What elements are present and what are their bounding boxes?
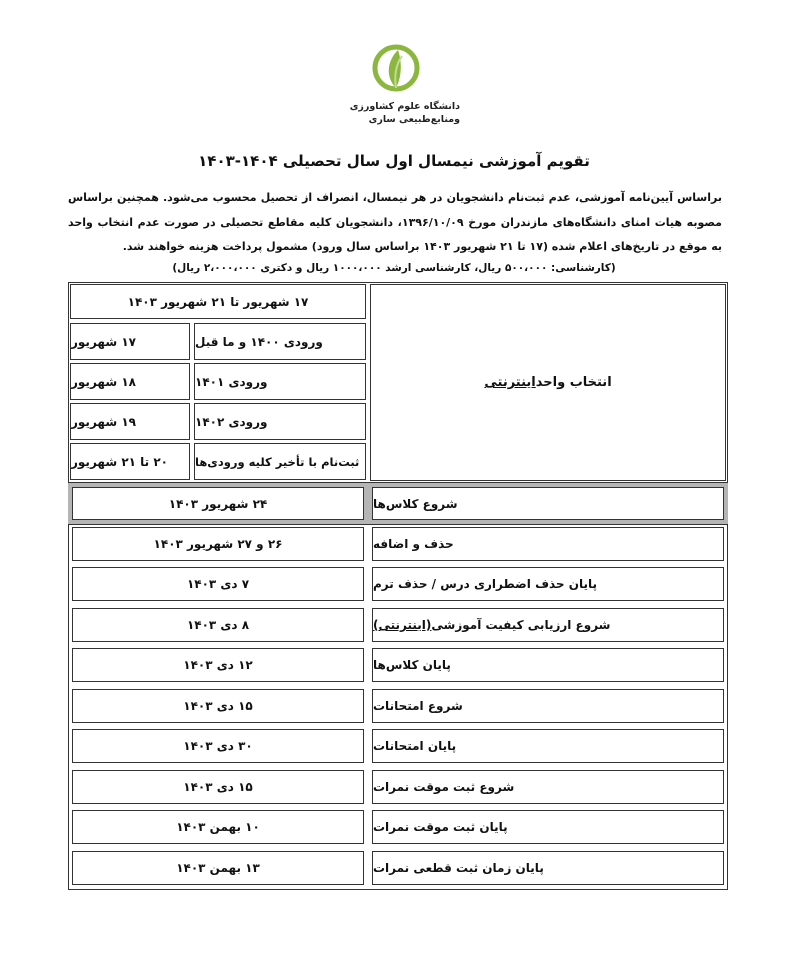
university-logo xyxy=(340,40,460,130)
online-selection-title xyxy=(370,284,726,481)
event-label: شروع امتحانات xyxy=(372,689,724,723)
fees-note: (کارشناسی: ۵۰۰،۰۰۰ ریال، کارشناسی ارشد ۱۰۰۰،۰۰۰ ریال و دکتری ۲،۰۰۰،۰۰۰ ریال) xyxy=(172,262,616,274)
event-label: شروع کلاس‌ها xyxy=(372,487,724,520)
leaf-logo-icon xyxy=(372,40,420,100)
event-date: ۷ دی ۱۴۰۳ xyxy=(72,567,364,601)
sub-date: ۱۸ شهریور xyxy=(70,363,190,400)
online-selection-label-underlined: اینترنتی xyxy=(484,375,536,390)
event-date: ۱۰ بهمن ۱۴۰۳ xyxy=(72,810,364,844)
page-title: تقویم آموزشی نیمسال اول سال تحصیلی ۱۴۰۴-۱۴۰۳ xyxy=(198,152,590,170)
event-label: پایان زمان ثبت قطعی نمرات xyxy=(372,851,724,885)
event-date: ۱۳ بهمن ۱۴۰۳ xyxy=(72,851,364,885)
sub-date: ۱۷ شهریور xyxy=(70,323,190,360)
event-label: پایان ثبت موقت نمرات xyxy=(372,810,724,844)
event-label: پایان کلاس‌ها xyxy=(372,648,724,682)
sub-group: ورودی ۱۴۰۰ و ما قبل xyxy=(194,323,366,360)
sub-group: ورودی ۱۴۰۱ xyxy=(194,363,366,400)
event-date: ۸ دی ۱۴۰۳ xyxy=(72,608,364,642)
logo-line-2: ومنابع‌طبیعی ساری xyxy=(368,114,460,125)
sub-date: ۲۰ تا ۲۱ شهریور xyxy=(70,443,190,480)
event-date: ۱۵ دی ۱۴۰۳ xyxy=(72,770,364,804)
sub-group: ثبت‌نام با تأخیر کلیه ورودی‌ها xyxy=(194,443,366,480)
event-label: پایان حذف اضطراری درس / حذف ترم xyxy=(372,567,724,601)
online-selection-label: انتخاب واحد xyxy=(535,375,612,390)
sub-date: ۱۹ شهریور xyxy=(70,403,190,440)
event-label-text: شروع ارزیابی کیفیت آموزشی xyxy=(431,618,611,632)
event-date: ۱۵ دی ۱۴۰۳ xyxy=(72,689,364,723)
event-date: ۳۰ دی ۱۴۰۳ xyxy=(72,729,364,763)
event-date: ۱۲ دی ۱۴۰۳ xyxy=(72,648,364,682)
event-label: حذف و اضافه xyxy=(372,527,724,561)
sub-group: ورودی ۱۴۰۲ xyxy=(194,403,366,440)
logo-line-1: دانشگاه علوم کشاورزی xyxy=(349,101,460,112)
event-label xyxy=(372,608,724,642)
intro-paragraph: براساس آیین‌نامه آموزشی، عدم ثبت‌نام دانشجویان در هر نیمسال، انصراف از تحصیل محسوب می‌شود. همچنین براساس مصوبه هیات امنای دانشگاه‌های مازندران مورخ ۱۳۹۶/۱۰/۰۹، دانشجویان کلیه مقاطع تحصیلی در صورت عدم انتخاب واحد به موقع در تاریخ‌های اعلام شده (۱۷ تا ۲۱ شهریور ۱۴۰۳ براساس سال ورود) مشمول پرداخت هزینه خواهند شد. xyxy=(68,191,722,253)
event-date: ۲۶ و ۲۷ شهریور ۱۴۰۳ xyxy=(72,527,364,561)
event-date: ۲۴ شهریور ۱۴۰۳ xyxy=(72,487,364,520)
logo-text xyxy=(340,100,460,126)
event-label-underlined: (اینترنتی) xyxy=(373,618,432,632)
online-selection-range: ۱۷ شهریور تا ۲۱ شهریور ۱۴۰۳ xyxy=(70,284,366,319)
event-label: پایان امتحانات xyxy=(372,729,724,763)
event-label: شروع ثبت موقت نمرات xyxy=(372,770,724,804)
